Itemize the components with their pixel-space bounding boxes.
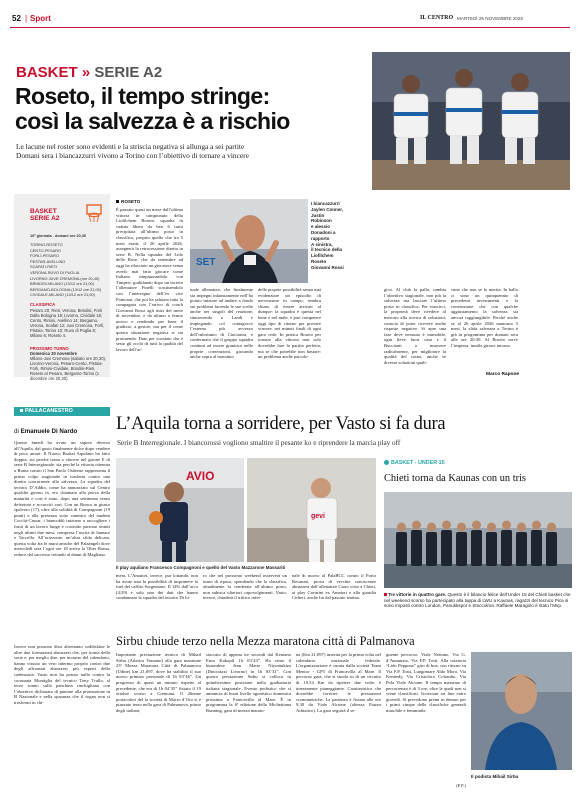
pallacanestro-byline [14, 428, 77, 435]
match-row: BRINDISI-MILANO (13/12 ore 21,00) [30, 281, 95, 287]
prossimo-date: Domenica 30 novembre [30, 351, 78, 356]
aquila-player-photo [116, 458, 244, 562]
pallacanestro-col-2: mera. L’Amatori, invece, pur lottando, non ha avuto mai la possibilità di imprimere la fuel del caffito Sorgentone. Il 14% dall’arco (4/29) e solo uno dei dati che hanno condannato la squadra del tecnico Di lu- [116, 573, 198, 601]
deck [16, 142, 368, 160]
tag-marker-icon [20, 409, 23, 412]
caption-line: Donadoni a [311, 229, 336, 235]
pallacanestro-tag [14, 407, 110, 416]
match-row: FORLÌ-PESARO [30, 253, 59, 259]
pallacanestro-headline: L’Aquila torna a sorridere, per Vasto si fa dura [116, 414, 446, 434]
match-row: LIVORNO JUVE CREMONA (ore 20,45) [30, 275, 100, 281]
tag-marker-icon [384, 460, 389, 465]
header-separator: | [25, 14, 28, 23]
caption-line: rapporto [311, 235, 330, 241]
byline-prefix: di [14, 428, 19, 435]
under15-headline: Chieti torna da Kaunas con un tris [384, 473, 526, 484]
pallacanestro-photo-caption: Il play aquilano Francesco Compagnoni e quello del Vasto Mazzarone Massariti [116, 565, 286, 570]
under15-caption [384, 592, 572, 609]
caption-line: Roseto [311, 258, 327, 264]
standings-title-league: SERIE A2 [30, 215, 60, 222]
basketball-hoop-icon [84, 204, 104, 229]
under15-tag [384, 460, 445, 466]
header-date: MARTEDÌ 25 NOVEMBRE 2025 [457, 15, 524, 21]
story-col-2: tuale allenatore, che finalmente sta impegni infaustamente nell’ha potuto iniziare ad andare a fondo sui problemi facendo le sue scelte anche nei singoli del reazione, rimuovendo a Landi e impiegando col contagocce l’esterno più avvezzo dell’infortunio di Cinciarini, e confermato che il gruppo squadra continui ad essere granitico nelle proprie convinzioni, giocando anche sopra al massimo [190, 287, 253, 360]
svg-text:gevi: gevi [311, 513, 326, 520]
pallacanestro-col-4: nale di nuovo al PalaBCC contro il Porto Recanati, prova di vecchie conoscenze abruzzesi dall’allenatore Cioro visto a Chieti, ai play Cavarini ex Amatori e alla guardia Cirberi, anche lui dal passato teatino. [292, 573, 376, 601]
match-row: SCAFATI-RIETI [30, 264, 58, 270]
under15-tag-text: BASKET - UNDER 15 [391, 460, 445, 466]
match-row: CENTO-PESARO [30, 247, 62, 253]
caption-line: il tecnico della [311, 247, 343, 253]
under15-caption-text: Questo è il bilancio felice dell’Under 15 del Chieti basket che nel weekend scorso ha partecipato alla tappa di LWU a Kaunas, ragazzi del tecnico Pica si sono imposti contro London, Panukkspor e Stoccolma. Raffaele Maragino è stato l’Mvp. [384, 592, 571, 609]
sirbu-photo-caption: Il podista Mihail Sirbu [471, 774, 519, 779]
standings-round: 10ª giornata - domani ore 20,30 [30, 234, 87, 238]
classifica-text: Pesaro 20; Rieti, Verona, Brindisi, Forli Dalla Bologna 18; Livorno, Cividale 16; Cento, Rimini, Avellino 14; Bergamo, Verona, Scafati 12; Juvi Cremona, Forlì, Pistoia, Torino 10; Ruvo di Puglia 8; Milano 6; Roseto 4. [30, 308, 105, 339]
section-name: Sport [30, 14, 51, 23]
pallacanestro-deck: Serie B Interregionale. I biancorossi vogliono smaltire il pesante ko e riprendere la marcia play off [117, 439, 401, 447]
story-col-5: cuno che non se lo merita. In ballo ci sono un quinquennio di precedenti investimenti e la convinzione che con qualche aggiustamento la salvezza sia ancora raggiungibile. Perché anche se al 26 aprile 2026 mancano 5 mesi, la sfida salvezza a Torino è già in programma per domani sera alle ore 20:30. Al Roseto serve l’impresa, inutile girarci intorno. [451, 287, 518, 348]
match-list [30, 242, 108, 298]
sirbu-col-2: staccato di appena tre secondi dal Keniano Enos Kakopil 1h 03’43”. Ha vinto il burundese Jean Marie Niyomukiza (Dinicotaxi Livorno) in 1h 03’31”. Con questa prestazione Sirbu si colloca in quindicesima posizione nella graduatoria italiana stagionale. Evento podistico che si annuncia di buon livello agonistico domenica prossima a Francavilla al Mare. È in programma la 6ª edizione della Michettiana Running, gara di mezza marato- [206, 652, 291, 713]
page-number: 52 [12, 14, 21, 23]
match-row: TORINO-ROSETO [30, 242, 63, 247]
caption-line: Giovanni Rossi [311, 264, 344, 270]
roseto-tag [116, 199, 140, 204]
kicker-league: SERIE A2 [94, 64, 163, 81]
caption-line: e alessio [311, 224, 331, 230]
caption-line: I biancazzurri [311, 201, 340, 206]
tag-marker-icon [116, 200, 119, 203]
caption-line: Liofilchem [311, 253, 334, 259]
page-header [10, 14, 570, 26]
standings-box [14, 194, 110, 382]
sirbu-col-3: na (Km 21,097) inserita per la prima volta nel calendario nazionale federale. L’organizzazione è curata dalla società Team Mentor - GPT di Francavilla al Mare. Il percorso gara, che si snoda su di un circuito di 10,54 Km da ripetere due volte, è interamente pianeggiante. Caratteristica che dovrebbe favorire le prestazioni cronometriche. La partenza è fissata alle ore 9,30 da Viale Alcione (altezza Piazza Adriatico). La gara seguirà il se- [296, 652, 381, 713]
roseto-photo-caption [311, 201, 369, 271]
pallacanestro-sidebar-text: Questo lunedì ha avuto un sapore diverso all’Aquila, dal gusto finalmente dolce dopo vendere di poco amari. Il Nuovo Basket Aquilano ha fatto doppia, sia perché torna a vincere nel girone E di serie B Interregionale, sia perché la vittoria ottenuta a Roma contro il San Paolo Ostiense rappresenta il primo colpo stagionale in trasferta contro una diretta concorrente alla salvezza. La squadra del tecnico D’Addio, come ha annunciato sul Centro qualche giorno fa, era chiamata alla prova della maturità e così è stato, dopo una settimana senza defezioni e accucciti vari. Con un Ronca in giusto spolvero (17), oltre alla solidità di Compagnoni (19 punti) e alla presenza sotto canestro del tandem Cocchi-Cassar, i biancoblù iniziano a raccogliere i frutti di un lavoro lungo e costruito partono avanti negli ultimi due mesi, compresa l’uscita di Iannato e Taccella. All’orizzonte, un’altra sfida delicata, questa volta fra le mura amiche del Palaangeli dove mercoledì sera l’ogni ore 18 arriva la Tiber Roma, reduce dal successo rotondo al danni di Magliano. [14, 440, 110, 557]
players-photo [372, 52, 570, 190]
match-row: VERONA-RUVO DI PUGLIA [30, 269, 80, 275]
story-col-4: gico. Al club la palla, cambia l’obiettivo stagionale, non più la salvezza ma lasciare l’ultimo posto in classifica. Per riuscirci, la proprietà deve rivedere al mercato alla ricerca di soluzioni, conscia di poter ricevere anche risposte negative. Si apre una fase deve nessuno è immobile, ogni lieve fuori casa e il Buccianti a muovere radicalmente, per migliorare la qualità del roster, anche se diverse soluzioni quali- [384, 287, 446, 365]
prossimo-title: PROSSIMO TURNO [30, 346, 69, 351]
coach-photo [190, 199, 308, 283]
headline-line-1: Roseto, il tempo stringe: [15, 83, 270, 109]
pallacanestro-tag-text: PALLACANESTRO [25, 408, 73, 414]
match-row: CIVIDALE-MILANO (13/12 ore 21,00) [30, 292, 95, 298]
deck-line-2: Domani sera i biancazzurri vivono a Torino con l’obiettivo di tornare a vincere [16, 151, 249, 160]
caption-line: A sinistra, [311, 241, 333, 247]
sirbu-headline: Sirbu chiude terzo nella Mezza maratona città di Palmanova [116, 634, 415, 648]
standings-title-basket: BASKET [30, 208, 57, 215]
standings-title [30, 208, 59, 222]
under15-team-photo [384, 492, 572, 588]
roseto-tag-text: ROSETO [121, 199, 141, 204]
match-row: BERGAMO-BOLOGNA (13/12 ore 21,00) [30, 286, 102, 292]
story-col-3: delle proprie possibilità senza mai evidenziare un episodio di nervosismo in campo, sembra chiaro di essere arrivati al dunque: la squadra è questa nel bene e nel male, e può competere oggi tipo di ritorno per provare vincere, nei minuti finali di ogni gara cede. In pratica Roseto per tornare alla vittoria non solo dovrebbe fare la partita perfetta, ma se che potrebbe non bastare: un problema anche psicolo- [258, 287, 321, 360]
pallacanestro-sidebar-text-2: Invece non possono dirsi altrettanto soddisfatte le altre due formazioni abruzzesi che, per ironia della sorte e, per meglio dire, per incastro del calendario, hanno vissuto un vero intermo proprio contro due degli affrontati abruzzesi più esperti della cadenzaria. Vasto non ha potuto nulla contro la corazzata Montiglia del tecnico Tony Trullo, al terzo sonno sulla panchina rinchigliana con l’obiettivo dichiarato di puntare alla promozione in B Nazionale e nella sparanza che il sogno non si trasformi in chi- [14, 644, 110, 705]
sirbu-col-4: guente percorso: Viale Nettuno, Via G. d’Annunzio, Via F.P. Tosti, Alla rotatoria “Lido Peppone” giro di boa, con ritorno su Via F.P. Tosti, Lungomare Aldo Moro, Via Kennedy, Via Cristoforo Colombo, Via Pola Viale Alcione. Il tempo massimo di percorrenza è di 3 ore, oltre le quali non si viene classificati. Iscrizioni on line entro giovedì. Si prevedono premi in denaro per i primi cinque delle classifiche generali maschile e femminile. [386, 652, 466, 713]
newspaper-name: IL CENTRO [420, 15, 454, 21]
caption-line: Jaylen Conner, [311, 206, 344, 212]
under15-caption-lead: Tre vittorie in quattro gare. [388, 592, 447, 597]
byline-name: Emanuele Di Nardo [20, 428, 78, 435]
story-byline: Marco Rapone [486, 372, 520, 377]
match-row: PESTAR-AVELLINO [30, 258, 66, 264]
caption-marker-icon [384, 593, 387, 596]
header-rule [10, 27, 570, 28]
kicker-separator: » [81, 64, 91, 81]
sirbu-photo [471, 652, 572, 770]
sirbu-signature: (F.F.) [456, 783, 466, 788]
svg-text:AVIO: AVIO [186, 469, 215, 483]
classifica-title: CLASSIFICA [30, 302, 56, 307]
deck-line-1: Le lacune nel roster sono evidenti e la striscia negativa si allunga a sei partite [16, 142, 245, 151]
caption-line: Justin [311, 212, 325, 218]
svg-text:SET: SET [196, 257, 216, 268]
kicker-basket: BASKET [16, 64, 78, 81]
headline-line-2: così la salvezza è a rischio [15, 108, 290, 134]
story-col-1: È passato quasi un mese dall’ultima vittoria in campionato della Liofilchem Roseto, squadra in caduta libera da ben 6 turni precipitata all’ultimo posto in classifica, proprio quello che tra 5 mesi esatti, il 26 aprile 2026, assegnerà la retrocessione diretta in serie B. Nella squadra del Lido delle Rose, che da settembre ad oggi ha rilasciato un giocatore senza averlo mai fatto giocare come Italiano rimpiazzandolo con Timperi, giubilando dopo un incerto l’allenatore Finelli sostituendolo con l’interregno dell’ex vice Francani, che poi ha salutato tutta la compagnia con l’arrivo di coach Giovanni Rossi agli inizi del mese di novembre, e da ultimo a fermo nuovo e rendendo per bene il giudizio, a gestire, ma per il come questa situazione negativa si sta protraendo. Dato per scontato che è sesto gli occhi di tutti la qualità del lavoro dell’at- [116, 207, 183, 352]
pallacanestro-col-3: ro che nel prossimo weekend osserverà un turno di riposo, spendendo che la classifica, attualmente la cenderata all’ultimo posto, non subisca ulteriori capovolgimenti. Vasto, invece, chiuderà il trittico infer- [203, 573, 287, 601]
prossimo-list: Milano-Juvi Cremona (sabato ore 20,30), Livorno-Verona, Pesaro-Cento, Pistoia-Forli, Rimini-Cividale, Brindisi-Rieti, Roseto al Pesaro, Bergamo-Torino (1 dicembre ore 20,30). [30, 356, 107, 382]
headline [15, 84, 365, 134]
vasto-player-photo [247, 458, 376, 562]
caption-line: Robinson [311, 218, 332, 224]
sirbu-col-1: Importante prestazione tecnica di Mihail Sirbu (Atletica Vomano) alla gara maratone 23ª Mezza Maratona Città di Palmanova (Udine) km 21,097, dove ha stabilito il suo nuovo primato personale di 1h 03’46”. Un progresso di quasi un minuto rispetto al precedente, che era di 1h 04’35” fissato il 19 ottobre scorso a Cremona. Il 26enne portacolori del la società di Morro d’Oro si è piazzato terzo nella gara di Palmanova, primo degli italiani, [116, 652, 201, 713]
kicker [16, 64, 162, 81]
